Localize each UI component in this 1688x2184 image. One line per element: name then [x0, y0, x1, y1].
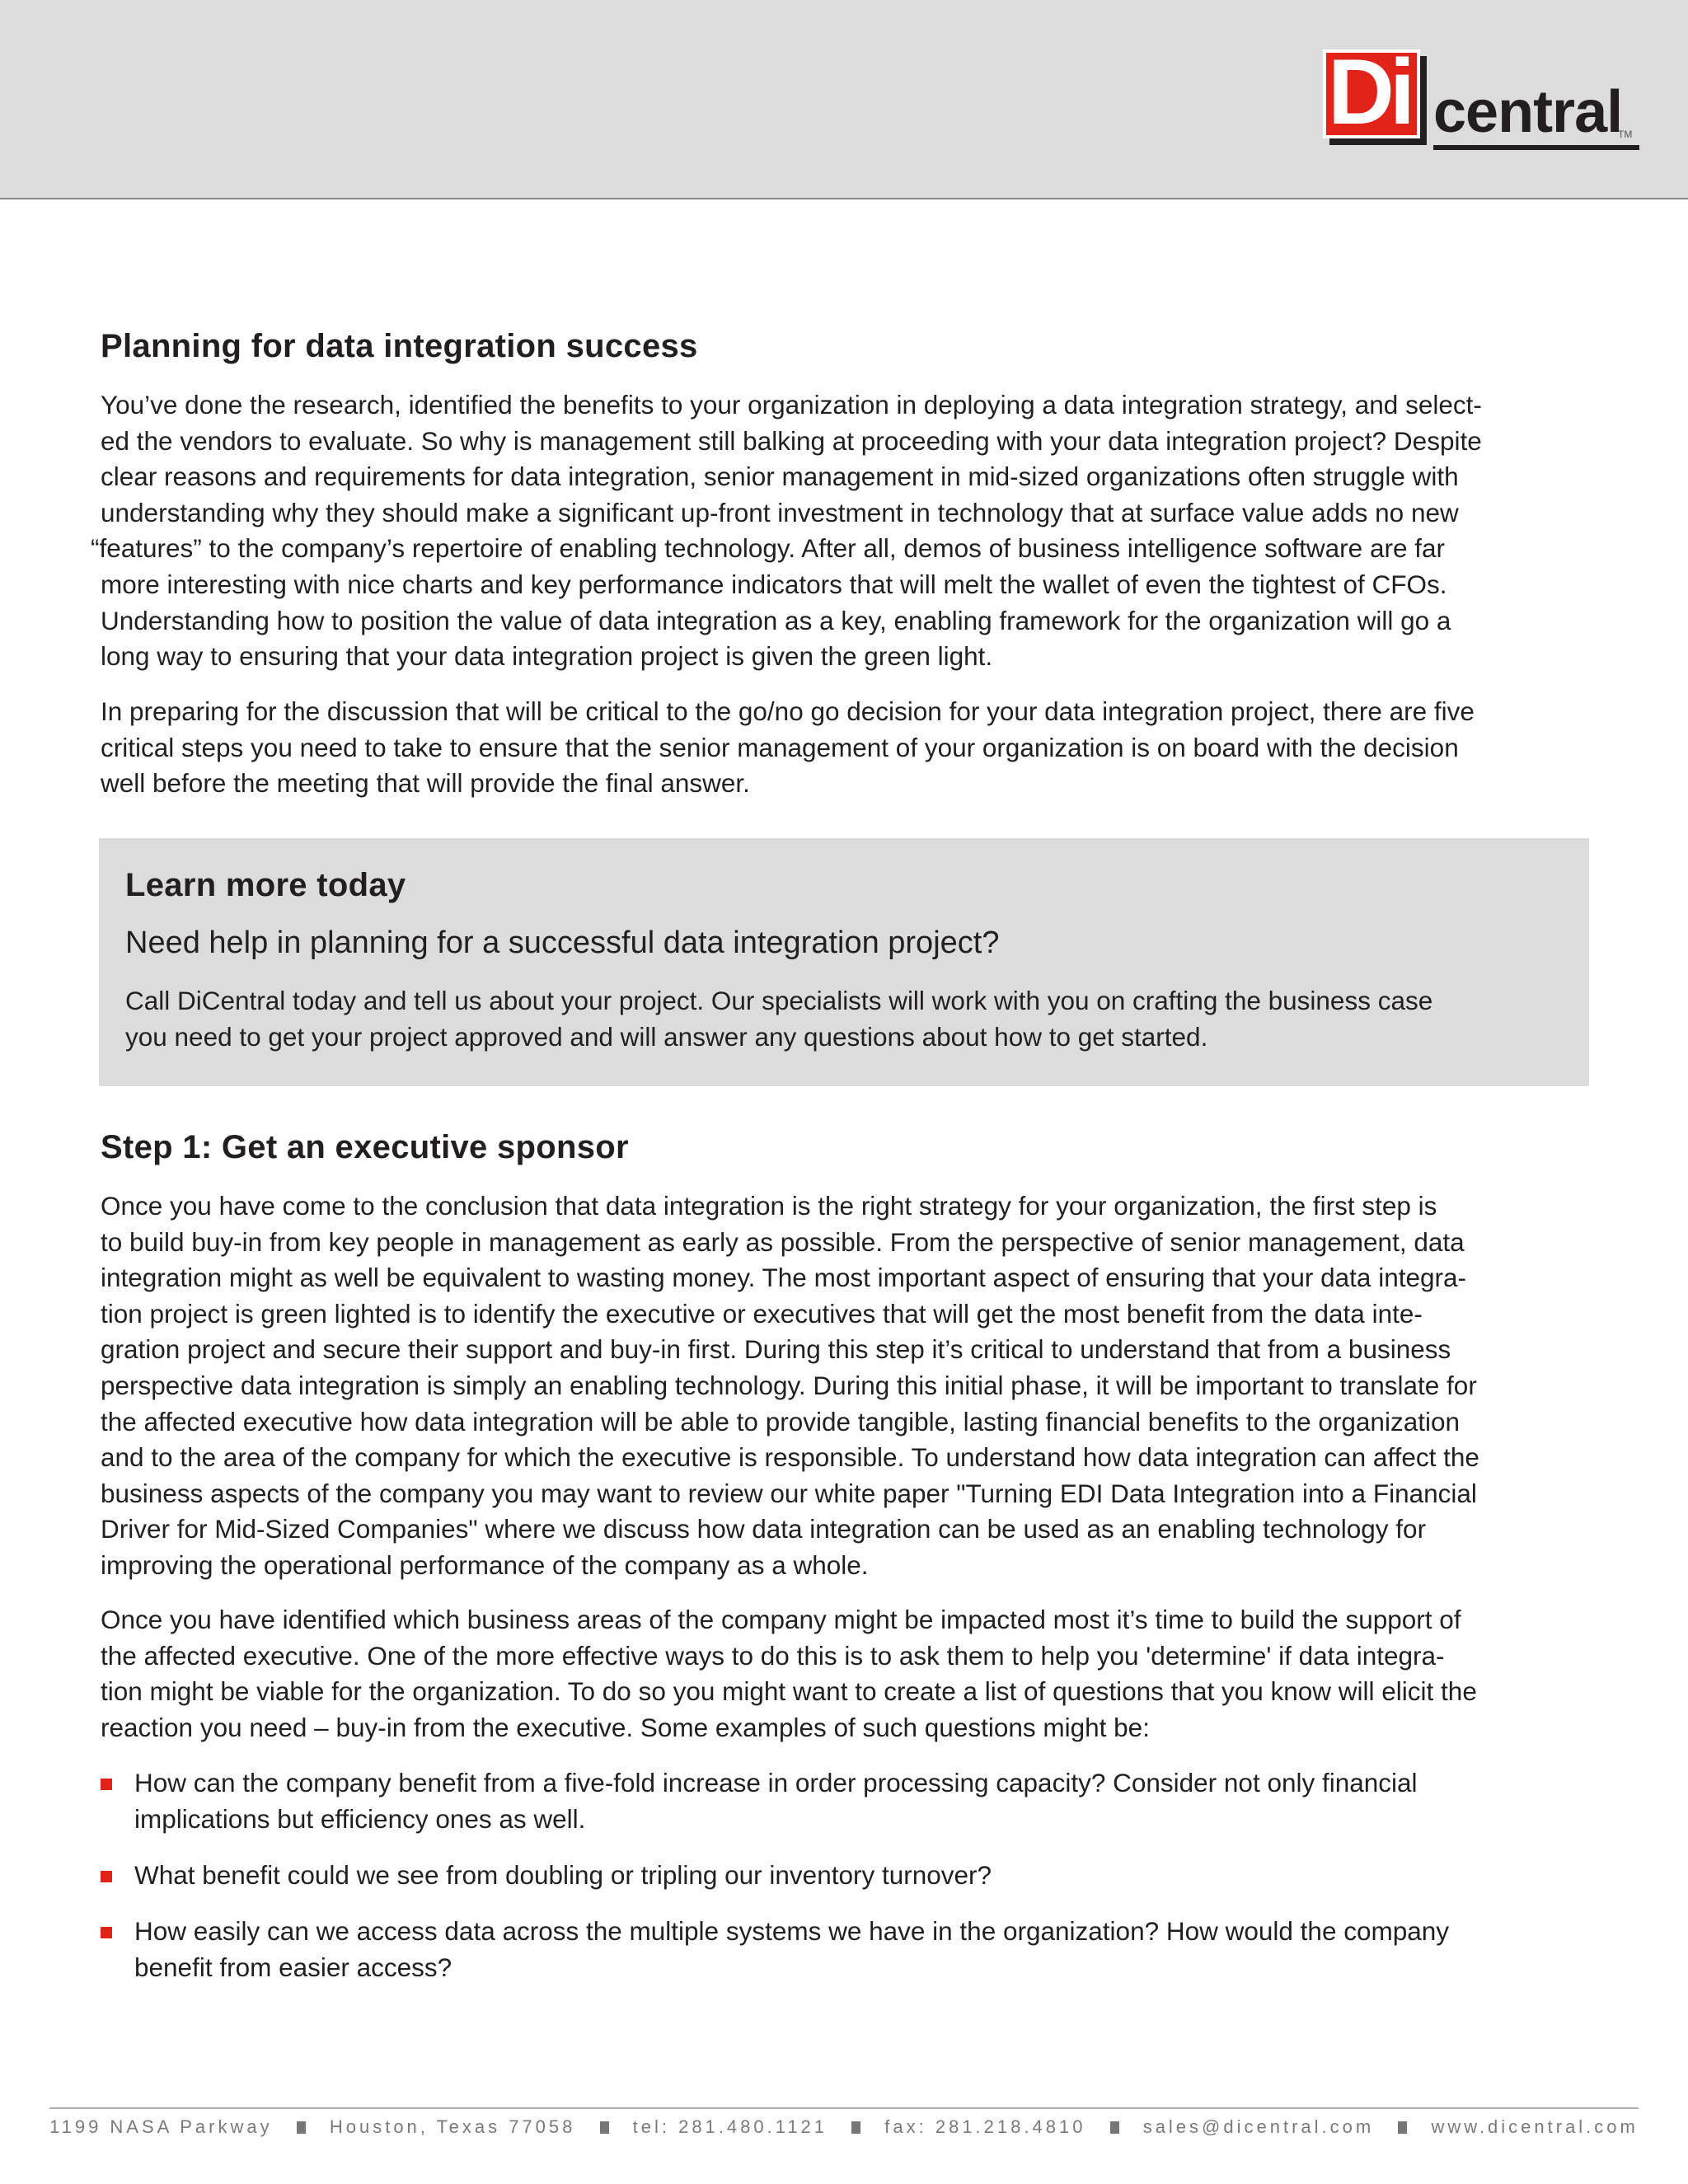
text-line: In preparing for the discussion that will be critical to the go/no go decision for your data integration project, there are five — [101, 696, 1475, 726]
text-line: clear reasons and requirements for data integration, senior management in mid-sized organizations often struggle with — [101, 462, 1459, 492]
text-line: “features” to the company’s repertoire of enabling technology. After all, demos of business intelligence software are far — [91, 533, 1445, 564]
text-line: critical steps you need to take to ensure that the senior management of your organization is on board with the decision — [101, 732, 1459, 762]
page-footer — [49, 2116, 1639, 2138]
callout-title: Learn more today — [125, 867, 406, 903]
logo-underline — [1433, 145, 1639, 150]
separator-square-icon — [297, 2121, 306, 2134]
text-line: more interesting with nice charts and key performance indicators that will melt the wallet of even the tightest of CFOs. — [101, 569, 1447, 599]
text-line: well before the meeting that will provide the final answer. — [101, 768, 750, 799]
step1-paragraph-2 — [101, 1602, 1477, 1746]
text-line: You’ve done the research, identified the benefits to your organization in deploying a data integration strategy, and select- — [101, 390, 1482, 419]
text-line: Once you have come to the conclusion that data integration is the right strategy for your organization, the first step is — [101, 1191, 1437, 1221]
planning-paragraph-2 — [101, 694, 1475, 802]
section-heading-planning: Planning for data integration success — [101, 328, 698, 364]
callout-subtitle: Need help in planning for a successful data integration project? — [125, 926, 1000, 960]
footer-divider — [49, 2107, 1639, 2109]
text-line: implications but efficiency ones as well. — [134, 1803, 586, 1834]
footer-address: 1199 NASA Parkway — [49, 2116, 273, 2137]
logo-red-box — [1323, 40, 1420, 143]
text-line: How can the company benefit from a five-fold increase in order processing capacity? Consider not only financial — [134, 1768, 1418, 1797]
text-line: What benefit could we see from doubling or tripling our inventory turnover? — [134, 1860, 992, 1890]
text-line: the affected executive how data integration will be able to provide tangible, lasting financial benefits to the organization — [101, 1406, 1460, 1436]
logo-di: Di — [1328, 40, 1410, 143]
learn-more-callout — [99, 838, 1589, 1086]
text-line: integration might as well be equivalent to wasting money. The most important aspect of ensuring that your data integra- — [101, 1263, 1466, 1293]
footer-city: Houston, Texas 77058 — [329, 2116, 576, 2137]
text-line: benefit from easier access? — [134, 1952, 452, 1982]
text-line: Driver for Mid-Sized Companies" where we discuss how data integration can be used as an enabling technology for — [101, 1514, 1427, 1544]
separator-square-icon — [600, 2121, 609, 2134]
text-line: perspective data integration is simply an enabling technology. During this initial phase, it will be important to translate for — [101, 1370, 1477, 1400]
text-line: tion project is green lighted is to identify the executive or executives that will get the most benefit from the data inte- — [101, 1298, 1423, 1329]
red-square-bullet-icon — [101, 1927, 112, 1938]
text-line: How easily can we access data across the multiple systems we have in the organization? How would the company — [134, 1916, 1450, 1946]
text-line: the affected executive. One of the more effective ways to do this is to ask them to help you 'determine' if data integra- — [101, 1640, 1445, 1671]
red-square-bullet-icon — [101, 1871, 112, 1882]
text-line: understanding why they should make a significant up-front investment in technology that at surface value adds no new — [101, 497, 1459, 527]
text-line: Understanding how to position the value of data integration as a key, enabling framework for the organization will go a — [101, 605, 1451, 635]
text-line: and to the area of the company for which the executive is responsible. To understand how data integration can affect the — [101, 1442, 1479, 1473]
dicentral-logo — [1323, 40, 1640, 157]
step1-paragraph-1 — [101, 1188, 1479, 1584]
separator-square-icon — [1398, 2121, 1407, 2134]
text-line: you need to get your project approved and will answer any questions about how to get started. — [125, 1021, 1208, 1052]
footer-email[interactable]: sales@dicentral.com — [1142, 2116, 1375, 2137]
text-line: to build buy-in from key people in management as early as possible. From the perspective of senior management, data — [101, 1226, 1465, 1257]
text-line: ed the vendors to evaluate. So why is management still balking at proceeding with your data integration project? Despite — [101, 425, 1482, 456]
logo-central: central — [1433, 79, 1623, 145]
text-line: tion might be viable for the organization. To do so you might want to create a list of questions that you know will elicit the — [101, 1676, 1477, 1707]
text-line: gration project and secure their support and buy-in first. During this step it’s critical to understand that from a business — [101, 1334, 1451, 1365]
text-line: long way to ensuring that your data integration project is given the green light. — [101, 641, 993, 672]
page-header — [0, 0, 1688, 199]
text-line: reaction you need – buy-in from the executive. Some examples of such questions might be: — [101, 1712, 1150, 1742]
section-heading-step1: Step 1: Get an executive sponsor — [101, 1129, 629, 1165]
planning-paragraph-1 — [91, 387, 1482, 675]
footer-website[interactable]: www.dicentral.com — [1431, 2116, 1639, 2137]
callout-body — [125, 983, 1432, 1055]
text-line: Call DiCentral today and tell us about your project. Our specialists will work with you on crafting the business case — [125, 986, 1433, 1015]
footer-tel: tel: 281.480.1121 — [632, 2116, 828, 2137]
text-line: Once you have identified which business areas of the company might be impacted most it’s time to build the support of — [101, 1605, 1461, 1634]
red-square-bullet-icon — [101, 1779, 112, 1790]
text-line: business aspects of the company you may want to review our white paper "Turning EDI Data Integration into a Financial — [101, 1478, 1477, 1508]
footer-fax: fax: 281.218.4810 — [884, 2116, 1086, 2137]
text-line: improving the operational performance of the company as a whole. — [101, 1549, 869, 1580]
logo-tm: TM — [1618, 129, 1633, 140]
separator-square-icon — [851, 2121, 860, 2134]
separator-square-icon — [1110, 2121, 1119, 2134]
